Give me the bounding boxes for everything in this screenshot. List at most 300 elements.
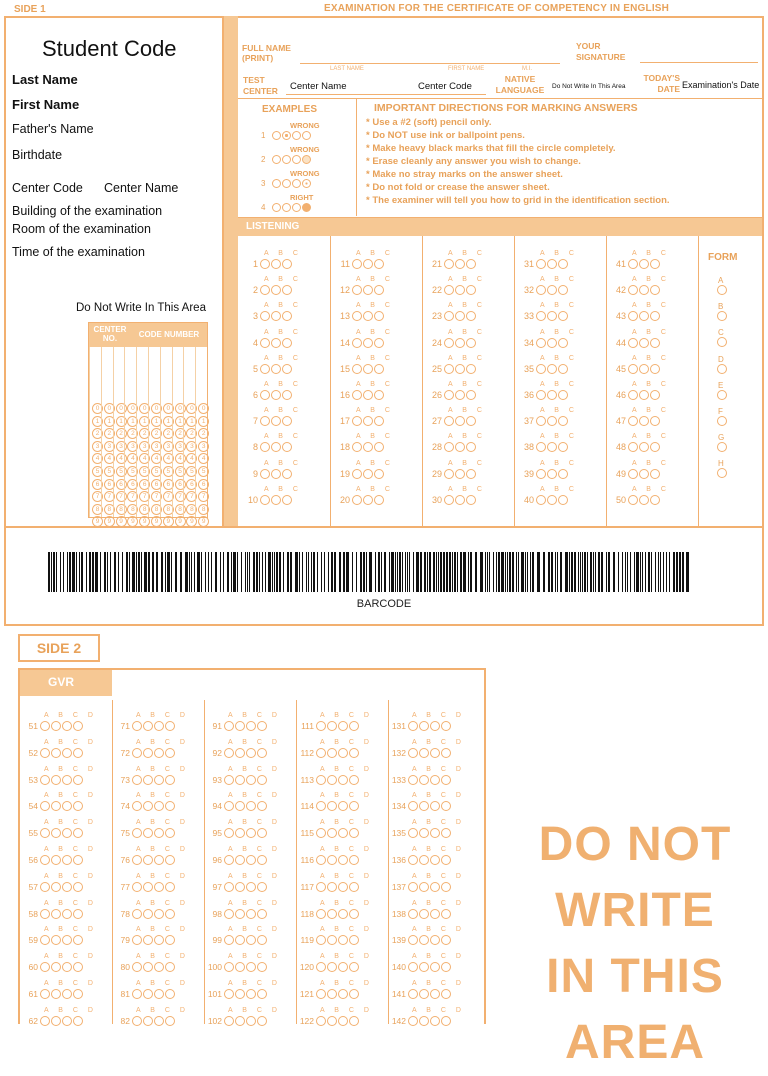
answer-bubble[interactable]	[352, 311, 362, 321]
answer-bubble[interactable]	[408, 935, 418, 945]
answer-bubble[interactable]	[73, 855, 83, 865]
digit-bubble[interactable]: 2	[151, 428, 162, 439]
answer-bubble[interactable]	[628, 390, 638, 400]
answer-bubble[interactable]	[650, 338, 660, 348]
answer-bubble[interactable]	[154, 748, 164, 758]
answer-bubble[interactable]	[282, 390, 292, 400]
answer-bubble[interactable]	[444, 338, 454, 348]
answer-bubble[interactable]	[327, 882, 337, 892]
answer-bubble[interactable]	[628, 469, 638, 479]
digit-bubble[interactable]: 6	[92, 479, 103, 490]
answer-bubble[interactable]	[62, 882, 72, 892]
answer-bubble[interactable]	[558, 259, 568, 269]
answer-bubble[interactable]	[466, 442, 476, 452]
answer-bubble[interactable]	[62, 855, 72, 865]
answer-bubble[interactable]	[154, 828, 164, 838]
digit-bubble[interactable]: 9	[116, 516, 127, 527]
answer-bubble[interactable]	[444, 259, 454, 269]
answer-bubble[interactable]	[628, 416, 638, 426]
answer-bubble[interactable]	[235, 935, 245, 945]
digit-bubble[interactable]: 2	[139, 428, 150, 439]
answer-bubble[interactable]	[260, 390, 270, 400]
answer-bubble[interactable]	[282, 469, 292, 479]
answer-bubble[interactable]	[374, 495, 384, 505]
digit-bubble[interactable]: 1	[139, 416, 150, 427]
digit-bubble[interactable]: 1	[151, 416, 162, 427]
answer-bubble[interactable]	[466, 416, 476, 426]
answer-bubble[interactable]	[40, 855, 50, 865]
answer-bubble[interactable]	[374, 338, 384, 348]
answer-bubble[interactable]	[235, 855, 245, 865]
answer-bubble[interactable]	[349, 828, 359, 838]
answer-bubble[interactable]	[132, 801, 142, 811]
answer-bubble[interactable]	[547, 442, 557, 452]
answer-bubble[interactable]	[558, 285, 568, 295]
answer-bubble[interactable]	[441, 721, 451, 731]
answer-bubble[interactable]	[455, 469, 465, 479]
answer-bubble[interactable]	[536, 285, 546, 295]
answer-bubble[interactable]	[441, 935, 451, 945]
answer-bubble[interactable]	[547, 311, 557, 321]
answer-bubble[interactable]	[73, 721, 83, 731]
digit-bubble[interactable]: 8	[151, 504, 162, 515]
digit-bubble[interactable]: 4	[92, 453, 103, 464]
answer-bubble[interactable]	[408, 855, 418, 865]
digit-bubble[interactable]: 7	[151, 491, 162, 502]
answer-bubble[interactable]	[316, 748, 326, 758]
answer-bubble[interactable]	[374, 442, 384, 452]
answer-bubble[interactable]	[419, 909, 429, 919]
digit-bubble[interactable]: 8	[198, 504, 209, 515]
answer-bubble[interactable]	[349, 962, 359, 972]
answer-bubble[interactable]	[628, 259, 638, 269]
answer-bubble[interactable]	[536, 259, 546, 269]
digit-bubble[interactable]: 3	[175, 441, 186, 452]
answer-bubble[interactable]	[73, 775, 83, 785]
answer-bubble[interactable]	[441, 882, 451, 892]
answer-bubble[interactable]	[40, 962, 50, 972]
answer-bubble[interactable]	[547, 364, 557, 374]
digit-bubble[interactable]: 5	[175, 466, 186, 477]
answer-bubble[interactable]	[374, 285, 384, 295]
digit-bubble[interactable]: 0	[104, 403, 115, 414]
answer-bubble[interactable]	[143, 882, 153, 892]
answer-bubble[interactable]	[235, 775, 245, 785]
answer-bubble[interactable]	[40, 721, 50, 731]
answer-bubble[interactable]	[430, 721, 440, 731]
answer-bubble[interactable]	[271, 311, 281, 321]
answer-bubble[interactable]	[327, 828, 337, 838]
answer-bubble[interactable]	[51, 721, 61, 731]
digit-bubble[interactable]: 7	[139, 491, 150, 502]
digit-bubble[interactable]: 2	[186, 428, 197, 439]
answer-bubble[interactable]	[257, 1016, 267, 1026]
answer-bubble[interactable]	[154, 721, 164, 731]
answer-bubble[interactable]	[628, 338, 638, 348]
answer-bubble[interactable]	[224, 775, 234, 785]
answer-bubble[interactable]	[62, 935, 72, 945]
answer-bubble[interactable]	[466, 259, 476, 269]
answer-bubble[interactable]	[143, 801, 153, 811]
answer-bubble[interactable]	[165, 935, 175, 945]
answer-bubble[interactable]	[132, 748, 142, 758]
answer-bubble[interactable]	[316, 989, 326, 999]
answer-bubble[interactable]	[650, 285, 660, 295]
answer-bubble[interactable]	[143, 855, 153, 865]
answer-bubble[interactable]	[338, 828, 348, 838]
answer-bubble[interactable]	[430, 989, 440, 999]
answer-bubble[interactable]	[165, 1016, 175, 1026]
digit-bubble[interactable]: 8	[139, 504, 150, 515]
digit-bubble[interactable]: 4	[175, 453, 186, 464]
answer-bubble[interactable]	[444, 495, 454, 505]
answer-bubble[interactable]	[260, 285, 270, 295]
answer-bubble[interactable]	[246, 855, 256, 865]
answer-bubble[interactable]	[444, 285, 454, 295]
answer-bubble[interactable]	[352, 416, 362, 426]
answer-bubble[interactable]	[235, 909, 245, 919]
answer-bubble[interactable]	[235, 748, 245, 758]
answer-bubble[interactable]	[316, 909, 326, 919]
digit-bubble[interactable]: 5	[151, 466, 162, 477]
answer-bubble[interactable]	[327, 909, 337, 919]
answer-bubble[interactable]	[408, 801, 418, 811]
digit-bubble[interactable]: 7	[127, 491, 138, 502]
answer-bubble[interactable]	[316, 801, 326, 811]
answer-bubble[interactable]	[349, 775, 359, 785]
answer-bubble[interactable]	[224, 935, 234, 945]
digit-bubble[interactable]: 7	[198, 491, 209, 502]
answer-bubble[interactable]	[282, 259, 292, 269]
answer-bubble[interactable]	[444, 469, 454, 479]
answer-bubble[interactable]	[132, 721, 142, 731]
answer-bubble[interactable]	[639, 285, 649, 295]
answer-bubble[interactable]	[316, 935, 326, 945]
answer-bubble[interactable]	[165, 775, 175, 785]
answer-bubble[interactable]	[374, 259, 384, 269]
answer-bubble[interactable]	[246, 1016, 256, 1026]
answer-bubble[interactable]	[257, 801, 267, 811]
answer-bubble[interactable]	[143, 1016, 153, 1026]
answer-bubble[interactable]	[327, 1016, 337, 1026]
digit-bubble[interactable]: 8	[163, 504, 174, 515]
answer-bubble[interactable]	[51, 775, 61, 785]
digit-bubble[interactable]: 2	[104, 428, 115, 439]
answer-bubble[interactable]	[235, 1016, 245, 1026]
digit-bubble[interactable]: 0	[163, 403, 174, 414]
answer-bubble[interactable]	[246, 882, 256, 892]
answer-bubble[interactable]	[246, 721, 256, 731]
digit-bubble[interactable]: 0	[175, 403, 186, 414]
answer-bubble[interactable]	[271, 416, 281, 426]
digit-bubble[interactable]: 8	[127, 504, 138, 515]
answer-bubble[interactable]	[51, 989, 61, 999]
answer-bubble[interactable]	[374, 390, 384, 400]
answer-bubble[interactable]	[441, 855, 451, 865]
answer-bubble[interactable]	[154, 935, 164, 945]
answer-bubble[interactable]	[51, 962, 61, 972]
digit-bubble[interactable]: 3	[198, 441, 209, 452]
answer-bubble[interactable]	[558, 390, 568, 400]
answer-bubble[interactable]	[62, 775, 72, 785]
digit-bubble[interactable]: 0	[198, 403, 209, 414]
answer-bubble[interactable]	[430, 1016, 440, 1026]
answer-bubble[interactable]	[558, 364, 568, 374]
answer-bubble[interactable]	[40, 828, 50, 838]
answer-bubble[interactable]	[430, 748, 440, 758]
answer-bubble[interactable]	[363, 416, 373, 426]
answer-bubble[interactable]	[282, 364, 292, 374]
answer-bubble[interactable]	[51, 801, 61, 811]
digit-bubble[interactable]: 6	[163, 479, 174, 490]
answer-bubble[interactable]	[235, 721, 245, 731]
answer-bubble[interactable]	[246, 962, 256, 972]
answer-bubble[interactable]	[338, 748, 348, 758]
answer-bubble[interactable]	[62, 989, 72, 999]
answer-bubble[interactable]	[455, 338, 465, 348]
answer-bubble[interactable]	[132, 855, 142, 865]
answer-bubble[interactable]	[558, 469, 568, 479]
digit-bubble[interactable]: 0	[151, 403, 162, 414]
answer-bubble[interactable]	[419, 882, 429, 892]
answer-bubble[interactable]	[257, 721, 267, 731]
digit-bubble[interactable]: 5	[104, 466, 115, 477]
answer-bubble[interactable]	[628, 285, 638, 295]
answer-bubble[interactable]	[547, 416, 557, 426]
digit-bubble[interactable]: 1	[116, 416, 127, 427]
answer-bubble[interactable]	[349, 989, 359, 999]
answer-bubble[interactable]	[235, 828, 245, 838]
digit-bubble[interactable]: 6	[186, 479, 197, 490]
answer-bubble[interactable]	[349, 721, 359, 731]
answer-bubble[interactable]	[419, 801, 429, 811]
digit-bubble[interactable]: 0	[127, 403, 138, 414]
answer-bubble[interactable]	[246, 775, 256, 785]
answer-bubble[interactable]	[73, 748, 83, 758]
answer-bubble[interactable]	[224, 828, 234, 838]
form-option-bubble[interactable]	[717, 390, 727, 400]
answer-bubble[interactable]	[143, 962, 153, 972]
digit-bubble[interactable]: 7	[116, 491, 127, 502]
answer-bubble[interactable]	[419, 721, 429, 731]
digit-bubble[interactable]: 1	[186, 416, 197, 427]
answer-bubble[interactable]	[352, 390, 362, 400]
answer-bubble[interactable]	[441, 962, 451, 972]
answer-bubble[interactable]	[536, 416, 546, 426]
digit-bubble[interactable]: 1	[104, 416, 115, 427]
answer-bubble[interactable]	[73, 989, 83, 999]
digit-bubble[interactable]: 0	[139, 403, 150, 414]
answer-bubble[interactable]	[40, 935, 50, 945]
answer-bubble[interactable]	[246, 801, 256, 811]
answer-bubble[interactable]	[455, 390, 465, 400]
answer-bubble[interactable]	[455, 442, 465, 452]
answer-bubble[interactable]	[338, 962, 348, 972]
answer-bubble[interactable]	[639, 442, 649, 452]
answer-bubble[interactable]	[235, 962, 245, 972]
answer-bubble[interactable]	[352, 364, 362, 374]
answer-bubble[interactable]	[154, 909, 164, 919]
answer-bubble[interactable]	[271, 364, 281, 374]
answer-bubble[interactable]	[441, 801, 451, 811]
answer-bubble[interactable]	[455, 416, 465, 426]
answer-bubble[interactable]	[143, 775, 153, 785]
answer-bubble[interactable]	[62, 962, 72, 972]
digit-bubble[interactable]: 1	[163, 416, 174, 427]
answer-bubble[interactable]	[224, 721, 234, 731]
answer-bubble[interactable]	[444, 311, 454, 321]
answer-bubble[interactable]	[536, 338, 546, 348]
answer-bubble[interactable]	[558, 495, 568, 505]
answer-bubble[interactable]	[639, 259, 649, 269]
answer-bubble[interactable]	[165, 828, 175, 838]
answer-bubble[interactable]	[327, 801, 337, 811]
digit-bubble[interactable]: 6	[116, 479, 127, 490]
answer-bubble[interactable]	[327, 935, 337, 945]
digit-bubble[interactable]: 7	[92, 491, 103, 502]
answer-bubble[interactable]	[455, 285, 465, 295]
answer-bubble[interactable]	[73, 828, 83, 838]
digit-bubble[interactable]: 5	[139, 466, 150, 477]
digit-bubble[interactable]: 2	[127, 428, 138, 439]
digit-bubble[interactable]: 4	[139, 453, 150, 464]
answer-bubble[interactable]	[349, 882, 359, 892]
digit-bubble[interactable]: 6	[151, 479, 162, 490]
answer-bubble[interactable]	[73, 801, 83, 811]
answer-bubble[interactable]	[327, 989, 337, 999]
answer-bubble[interactable]	[282, 285, 292, 295]
answer-bubble[interactable]	[536, 390, 546, 400]
answer-bubble[interactable]	[327, 855, 337, 865]
digit-bubble[interactable]: 3	[151, 441, 162, 452]
answer-bubble[interactable]	[224, 909, 234, 919]
answer-bubble[interactable]	[430, 882, 440, 892]
answer-bubble[interactable]	[246, 935, 256, 945]
answer-bubble[interactable]	[338, 989, 348, 999]
answer-bubble[interactable]	[441, 828, 451, 838]
answer-bubble[interactable]	[257, 748, 267, 758]
answer-bubble[interactable]	[224, 882, 234, 892]
answer-bubble[interactable]	[536, 442, 546, 452]
answer-bubble[interactable]	[282, 442, 292, 452]
digit-bubble[interactable]: 7	[186, 491, 197, 502]
answer-bubble[interactable]	[628, 442, 638, 452]
digit-bubble[interactable]: 0	[186, 403, 197, 414]
answer-bubble[interactable]	[316, 828, 326, 838]
answer-bubble[interactable]	[282, 416, 292, 426]
digit-bubble[interactable]: 9	[163, 516, 174, 527]
answer-bubble[interactable]	[419, 935, 429, 945]
answer-bubble[interactable]	[466, 390, 476, 400]
digit-bubble[interactable]: 3	[116, 441, 127, 452]
answer-bubble[interactable]	[441, 989, 451, 999]
answer-bubble[interactable]	[62, 748, 72, 758]
answer-bubble[interactable]	[62, 828, 72, 838]
answer-bubble[interactable]	[349, 748, 359, 758]
answer-bubble[interactable]	[73, 935, 83, 945]
answer-bubble[interactable]	[51, 935, 61, 945]
answer-bubble[interactable]	[338, 855, 348, 865]
answer-bubble[interactable]	[639, 338, 649, 348]
answer-bubble[interactable]	[466, 338, 476, 348]
answer-bubble[interactable]	[408, 748, 418, 758]
answer-bubble[interactable]	[143, 721, 153, 731]
answer-bubble[interactable]	[165, 909, 175, 919]
digit-bubble[interactable]: 2	[175, 428, 186, 439]
answer-bubble[interactable]	[51, 828, 61, 838]
answer-bubble[interactable]	[536, 311, 546, 321]
answer-bubble[interactable]	[444, 416, 454, 426]
answer-bubble[interactable]	[650, 364, 660, 374]
answer-bubble[interactable]	[628, 311, 638, 321]
digit-bubble[interactable]: 3	[127, 441, 138, 452]
digit-bubble[interactable]: 3	[104, 441, 115, 452]
answer-bubble[interactable]	[224, 962, 234, 972]
answer-bubble[interactable]	[444, 442, 454, 452]
answer-bubble[interactable]	[639, 311, 649, 321]
answer-bubble[interactable]	[73, 882, 83, 892]
answer-bubble[interactable]	[363, 469, 373, 479]
digit-bubble[interactable]: 9	[92, 516, 103, 527]
digit-bubble[interactable]: 9	[104, 516, 115, 527]
answer-bubble[interactable]	[260, 338, 270, 348]
answer-bubble[interactable]	[441, 748, 451, 758]
answer-bubble[interactable]	[40, 748, 50, 758]
answer-bubble[interactable]	[419, 962, 429, 972]
answer-bubble[interactable]	[547, 285, 557, 295]
digit-bubble[interactable]: 0	[116, 403, 127, 414]
answer-bubble[interactable]	[536, 469, 546, 479]
answer-bubble[interactable]	[40, 801, 50, 811]
answer-bubble[interactable]	[143, 935, 153, 945]
digit-bubble[interactable]: 6	[127, 479, 138, 490]
answer-bubble[interactable]	[455, 311, 465, 321]
answer-bubble[interactable]	[143, 828, 153, 838]
answer-bubble[interactable]	[132, 935, 142, 945]
answer-bubble[interactable]	[257, 909, 267, 919]
answer-bubble[interactable]	[547, 390, 557, 400]
digit-bubble[interactable]: 1	[175, 416, 186, 427]
answer-bubble[interactable]	[165, 962, 175, 972]
answer-bubble[interactable]	[338, 801, 348, 811]
answer-bubble[interactable]	[455, 364, 465, 374]
answer-bubble[interactable]	[257, 775, 267, 785]
answer-bubble[interactable]	[62, 801, 72, 811]
answer-bubble[interactable]	[466, 311, 476, 321]
answer-bubble[interactable]	[338, 882, 348, 892]
answer-bubble[interactable]	[235, 989, 245, 999]
answer-bubble[interactable]	[282, 338, 292, 348]
answer-bubble[interactable]	[650, 390, 660, 400]
digit-bubble[interactable]: 4	[186, 453, 197, 464]
digit-bubble[interactable]: 6	[175, 479, 186, 490]
answer-bubble[interactable]	[444, 390, 454, 400]
answer-bubble[interactable]	[271, 469, 281, 479]
digit-bubble[interactable]: 9	[198, 516, 209, 527]
answer-bubble[interactable]	[165, 721, 175, 731]
digit-bubble[interactable]: 5	[116, 466, 127, 477]
answer-bubble[interactable]	[374, 311, 384, 321]
answer-bubble[interactable]	[455, 259, 465, 269]
digit-bubble[interactable]: 5	[186, 466, 197, 477]
answer-bubble[interactable]	[430, 962, 440, 972]
answer-bubble[interactable]	[455, 495, 465, 505]
answer-bubble[interactable]	[327, 721, 337, 731]
answer-bubble[interactable]	[260, 469, 270, 479]
answer-bubble[interactable]	[62, 1016, 72, 1026]
answer-bubble[interactable]	[327, 962, 337, 972]
answer-bubble[interactable]	[235, 801, 245, 811]
